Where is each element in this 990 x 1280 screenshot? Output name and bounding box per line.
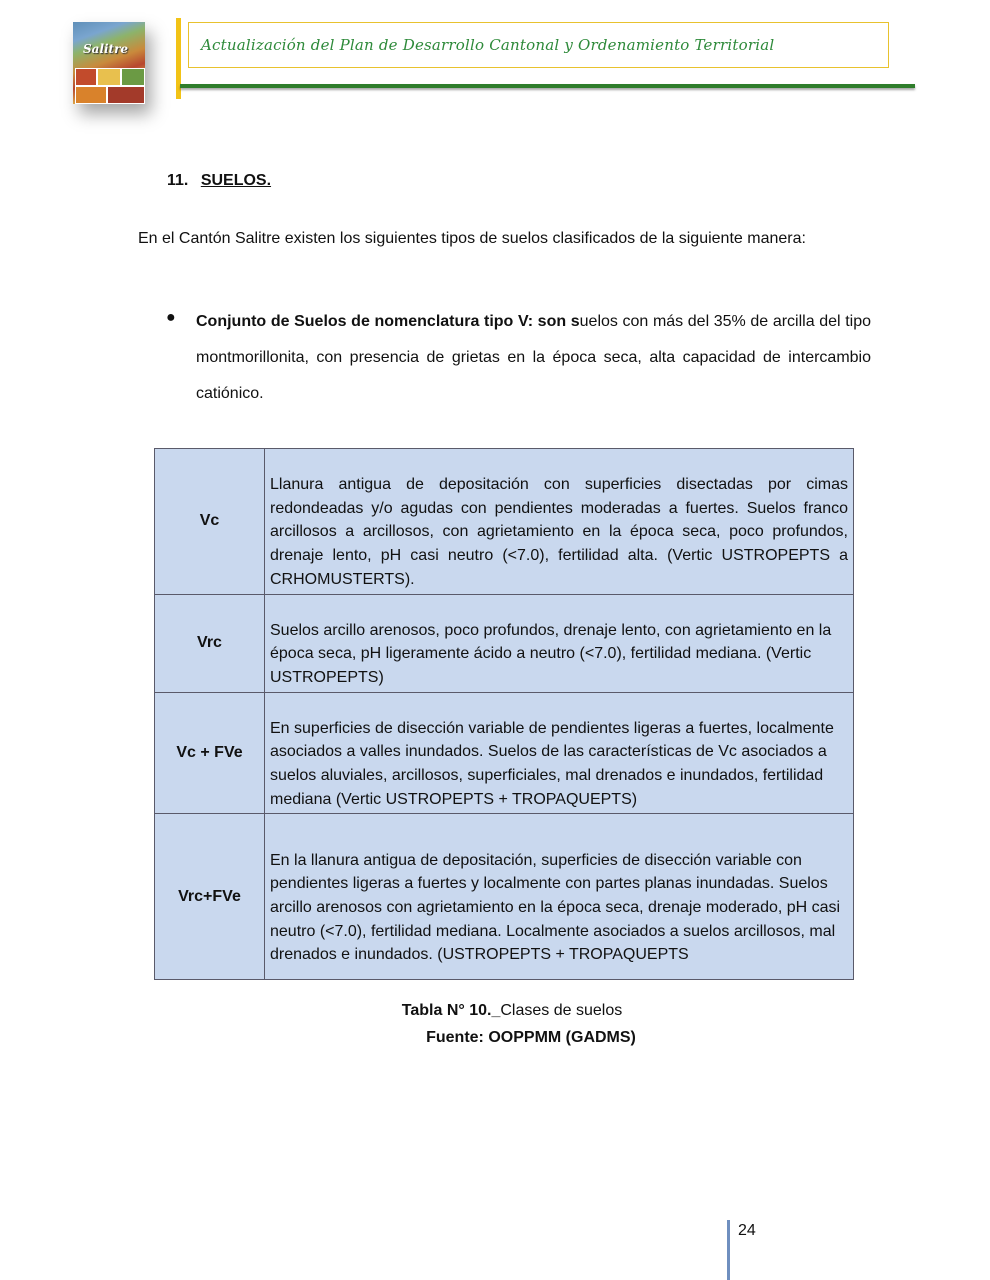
bullet-icon: ● bbox=[166, 309, 176, 326]
section-label: SUELOS. bbox=[200, 172, 272, 189]
table-caption bbox=[0, 1002, 990, 1020]
section-heading bbox=[167, 172, 271, 190]
logo-label: Salitre bbox=[83, 42, 129, 56]
soil-code: Vc bbox=[155, 449, 265, 595]
soil-description: Suelos arcillo arenosos, poco profundos, drenaje lento, con agrietamiento en la época seca, pH ligeramente ácido a neutro (<7.0), fertilidad mediana. (Vertic USTROPEPTS) bbox=[265, 594, 854, 692]
table-source: Fuente: OOPPMM (GADMS) bbox=[426, 1029, 636, 1046]
soil-code: Vrc+FVe bbox=[155, 814, 265, 980]
salitre-logo bbox=[73, 22, 145, 104]
table-row bbox=[155, 594, 854, 692]
soil-code: Vc + FVe bbox=[155, 692, 265, 814]
bullet-item bbox=[166, 304, 871, 412]
bullet-body-text: uelos con más del 35% de arcilla del tipo montmorillonita, con presencia de grietas en la época seca, alta capacidad de intercambio catiónico. bbox=[196, 313, 871, 402]
header-title-box bbox=[188, 22, 889, 68]
document-title: Actualización del Plan de Desarrollo Cantonal y Ordenamiento Territorial bbox=[201, 36, 775, 54]
table-title: Clases de suelos bbox=[500, 1002, 623, 1019]
footer-rule bbox=[727, 1220, 730, 1280]
table-row bbox=[155, 692, 854, 814]
soil-description: En la llanura antigua de depositación, superficies de disección variable con pendientes ligeras a fuertes y localmente con partes planas inundadas. Suelos arcillo arenosos con agrietamiento en la época seca, drenaje moderado, pH casi neutro (<7.0), fertilidad mediana. Localmente asociados a suelos arcillosos, mal drenados e inundados. (USTROPEPTS + TROPAQUEPTS bbox=[265, 814, 854, 980]
soil-description: Llanura antigua de depositación con superficies disectadas por cimas redondeadas y/o agudas con pendientes moderadas a fuertes. Suelos franco arcillosos a arcillosos, con agrietamiento en la época seca, poco profundos, drenaje lento, pH casi neutro (<7.0), fertilidad alta. (Vertic USTROPEPTS a CRHOMUSTERTS). bbox=[265, 449, 854, 595]
header-rule bbox=[180, 84, 915, 88]
section-number: 11. bbox=[167, 172, 189, 189]
table-row bbox=[155, 814, 854, 980]
soil-code: Vrc bbox=[155, 594, 265, 692]
bullet-text bbox=[196, 304, 871, 412]
table-number: Tabla N° 10._ bbox=[401, 1002, 501, 1019]
intro-paragraph: En el Cantón Salitre existen los siguientes tipos de suelos clasificados de la siguiente manera: bbox=[138, 230, 806, 247]
soils-table bbox=[154, 448, 854, 980]
page-number: 24 bbox=[738, 1222, 756, 1239]
soil-description: En superficies de disección variable de pendientes ligeras a fuertes, localmente asociados a valles inundados. Suelos de las características de Vc asociados a suelos aluviales, arcillosos, superficiales, mal drenados e inundados, fertilidad mediana (Vertic USTROPEPTS + TROPAQUEPTS) bbox=[265, 692, 854, 814]
table-row bbox=[155, 449, 854, 595]
bullet-bold-text: Conjunto de Suelos de nomenclatura tipo V: son s bbox=[196, 313, 580, 330]
